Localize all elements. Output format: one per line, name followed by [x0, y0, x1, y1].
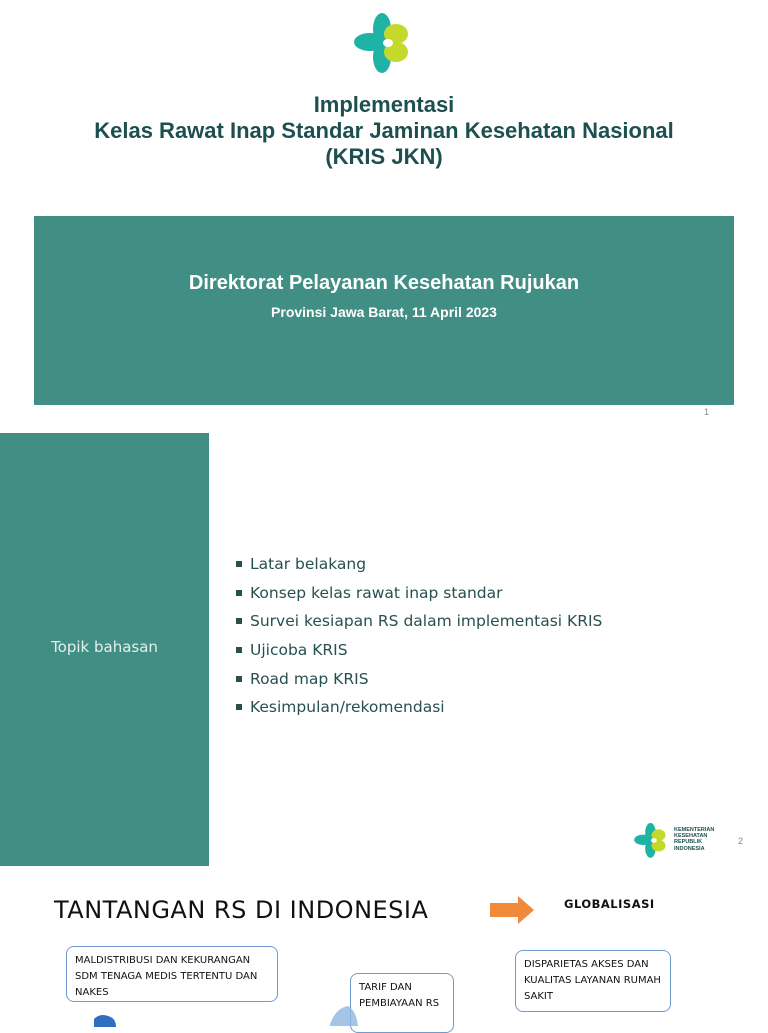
topic-list — [236, 550, 602, 722]
kemenkes-logo-small-icon — [633, 822, 669, 860]
slide-3-title: TANTANGAN RS DI INDONESIA — [54, 896, 429, 924]
topic-side-label: Topik bahasan — [51, 638, 158, 656]
banner-title: Direktorat Pelayanan Kesehatan Rujukan — [188, 272, 580, 294]
slide-1-page-number: 1 — [704, 407, 710, 417]
title-banner — [34, 216, 734, 405]
list-item — [236, 550, 602, 579]
presentation-title-line-3: (KRIS JKN) — [325, 144, 443, 169]
bullet-icon — [236, 590, 242, 596]
logo-text-line: INDONESIA — [674, 845, 705, 852]
bullet-icon — [236, 647, 242, 653]
list-item — [236, 607, 602, 636]
slide-2-page-number: 2 — [738, 836, 744, 846]
topic-label: Kesimpulan/rekomendasi — [250, 698, 445, 717]
topic-label: Road map KRIS — [250, 669, 369, 688]
presentation-title-line-1: Implementasi — [313, 92, 455, 117]
bullet-icon — [236, 704, 242, 710]
logo-text-line: REPUBLIK — [674, 839, 703, 846]
topic-label: Konsep kelas rawat inap standar — [250, 583, 503, 602]
kemenkes-logo-text — [674, 827, 714, 852]
right-arrow-icon — [490, 896, 534, 924]
bullet-icon — [236, 561, 242, 567]
logo-text-line: KESEHATAN — [674, 833, 708, 840]
list-item — [236, 636, 602, 665]
topic-side-panel — [0, 433, 209, 866]
bullet-icon — [236, 676, 242, 682]
callout-box: TARIF DAN PEMBIAYAAN RS — [350, 973, 454, 1033]
indonesia-map-icon — [326, 1004, 360, 1026]
banner-subtitle: Provinsi Jawa Barat, 11 April 2023 — [271, 304, 497, 320]
topic-label: Latar belakang — [250, 555, 367, 574]
list-item — [236, 664, 602, 693]
callout-box: DISPARIETAS AKSES DAN KUALITAS LAYANAN RUMAH SAKIT — [515, 950, 671, 1012]
list-item — [236, 693, 602, 722]
logo-text-line: KEMENTERIAN — [674, 827, 715, 833]
callout-box: MALDISTRIBUSI DAN KEKURANGAN SDM TENAGA MEDIS TERTENTU DAN NAKES — [66, 946, 278, 1002]
topic-label: Ujicoba KRIS — [250, 641, 348, 660]
bullet-icon — [236, 618, 242, 624]
presentation-title-line-2: Kelas Rawat Inap Standar Jaminan Kesehatan Nasional — [94, 118, 674, 143]
list-item — [236, 579, 602, 608]
kemenkes-logo-icon — [352, 12, 414, 76]
topic-label: Survei kesiapan RS dalam implementasi KRIS — [250, 612, 603, 631]
globalisasi-label: GLOBALISASI — [564, 897, 655, 911]
